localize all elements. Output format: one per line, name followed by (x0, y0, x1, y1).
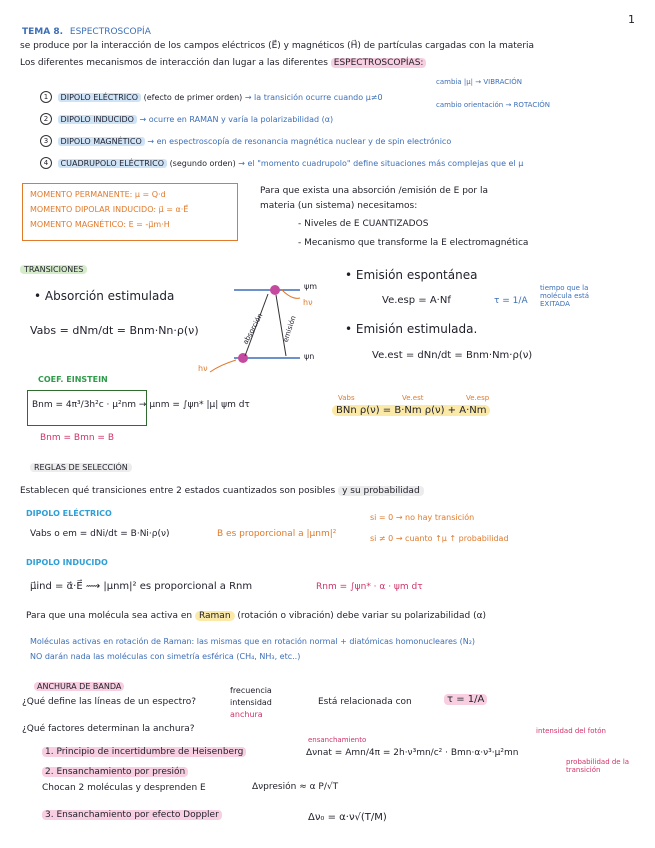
photon-out (282, 290, 300, 298)
mech-3-desc: → en espectroscopía de resonancia magnética nuclear y de spin electrónico (147, 137, 452, 146)
sum-label-vabs: Vabs (338, 394, 355, 402)
dipolo-inducido-heading: DIPOLO INDUCIDO (26, 558, 108, 567)
anchura-tau (444, 694, 487, 706)
page-number: 1 (628, 13, 635, 26)
anchura-q1: ¿Qué define las líneas de un espectro? (22, 697, 196, 707)
bnm-formula: Bnm = 4π³/3h²c · μ²nm → μnm = ∫ψn* |μ| ψm dτ (32, 400, 250, 410)
transiciones-heading-text: TRANSICIONES (20, 265, 87, 274)
anchura-heading-text: ANCHURA DE BANDA (34, 682, 124, 691)
factor-3-text: 3. Ensanchamiento por efecto Doppler (42, 810, 222, 820)
reglas-desc-b: y su probabilidad (338, 486, 424, 496)
mech-1-desc: → la transición ocurre cuando μ≠0 (244, 93, 383, 102)
bnm-equality: Bnm = Bmn = B (40, 433, 114, 443)
sum-formula (332, 405, 490, 417)
title-text: ESPECTROSCOPÍA (69, 27, 151, 37)
raman-active: Moléculas activas en rotación de Raman: las mismas que en rotación normal + diatómicas homonucleares (N₂) (30, 637, 476, 646)
si-no-cero: si ≠ 0 → cuanto ↑μ ↑ probabilidad (370, 534, 509, 543)
raman-inactive: NO darán nada las moléculas con simetría esférica (CH₄, NH₃, etc..) (30, 652, 301, 661)
tau-formula: τ = 1/A (494, 296, 528, 306)
mech-4-num: 4 (40, 157, 52, 169)
absorcion-title: • Absorción estimulada (34, 289, 175, 303)
raman-rule-a: Para que una molécula sea activa en (26, 611, 193, 621)
psi-m: ψm (304, 282, 318, 291)
intro-line-1: se produce por la interacción de los campos eléctricos (E⃗) y magnéticos (H⃗) de partículas cargadas con la materia (20, 41, 535, 51)
moment-induced: MOMENTO DIPOLAR INDUCIDO: μ⃗ = α·E⃗ (30, 205, 189, 214)
reglas-heading (30, 463, 132, 472)
sum-label-vest: Ve.est (402, 394, 424, 402)
factor-3 (42, 810, 222, 820)
delta-nat-formula: Δνnat = Amn/4π = 2h·ν³mn/c² · Bmn·α·ν³·μ²mn (306, 748, 519, 758)
abs-label: absorción (241, 312, 265, 346)
factor-2-desc: Chocan 2 moléculas y desprenden E (42, 783, 206, 793)
upper-particle (270, 285, 280, 295)
mech-2-name: DIPOLO INDUCIDO (58, 115, 137, 124)
mech-2-num: 2 (40, 113, 52, 125)
delta-doppler-formula: Δν₀ = α·ν√(T/M) (308, 812, 387, 823)
mech-1-note: (efecto de primer orden) (143, 93, 243, 102)
anchura-rel: Está relacionada con (318, 697, 412, 707)
rnm-formula: Rnm = ∫ψn* · α · ψm dτ (316, 582, 423, 592)
opt-intensidad: intensidad (230, 698, 272, 707)
anchura-q2: ¿Qué factores determinan la anchura? (22, 724, 195, 734)
mech-4-desc: → el "momento cuadrupolo" define situaciones más complejas que el μ (238, 159, 524, 168)
psi-n: ψn (304, 352, 315, 361)
anchura-heading (34, 682, 124, 691)
tau-note: tiempo que la molécula está EXITADA (540, 284, 590, 309)
hv-out: hν (303, 298, 313, 307)
vabs-formula: Vabs = dNm/dt = Bnm·Nn·ρ(ν) (30, 324, 199, 337)
reglas-desc (20, 486, 424, 496)
espectroscopias-label: ESPECTROSCOPÍAS: (331, 58, 427, 68)
estimulada-title: • Emisión estimulada. (345, 322, 478, 336)
raman-rule-b: Raman (195, 611, 235, 621)
intro-line-2a: Los diferentes mecanismos de interacción dan lugar a las diferentes (20, 58, 328, 68)
absorption-item-1: - Niveles de E CUANTIZADOS (298, 219, 429, 229)
mech-1-num: 1 (40, 91, 52, 103)
factor-1 (42, 747, 246, 757)
emission-arrow (276, 295, 286, 356)
dipolo-electrico-heading: DIPOLO ELÉCTRICO (26, 509, 112, 518)
vest-formula: Ve.est = dNn/dt = Bnm·Nm·ρ(ν) (372, 350, 533, 361)
vesp-formula: Ve.esp = A·Nf (382, 295, 451, 306)
mu-ind-formula: μ⃗ind = α⃗·E⃗ ⟿ |μnm|² es proporcional a Rnm (30, 581, 253, 592)
branch-vibracion: cambia |μ| → VIBRACIÓN (436, 78, 522, 86)
raman-rule (26, 611, 486, 621)
mech-4-name: CUADRUPOLO ELÉCTRICO (58, 159, 167, 168)
reglas-desc-a: Establecen qué transiciones entre 2 estados cuantizados son posibles (20, 486, 336, 496)
factor-1-text: 1. Principio de incertidumbre de Heisenberg (42, 747, 246, 757)
opt-anchura: anchura (230, 710, 263, 719)
coef-einstein: COEF. EINSTEIN (38, 375, 108, 384)
hv-in: hν (198, 364, 208, 373)
raman-rule-c: (rotación o vibración) debe variar su polarizabilidad (α) (237, 611, 487, 621)
em-label: emisión (281, 314, 298, 344)
factor-2 (42, 767, 188, 777)
delta-presion-formula: Δνpresión ≈ α P/√T (252, 782, 339, 792)
prob-note: probabilidad de la transición (566, 758, 630, 775)
anchura-tau-text: τ = 1/A (444, 694, 487, 705)
photon-in (210, 360, 236, 372)
sum-label-vesp: Ve.esp (466, 394, 490, 402)
mech-4-note: (segundo orden) (169, 159, 236, 168)
moment-magnetic: MOMENTO MAGNÉTICO: E = -μ⃗m·H (30, 220, 170, 229)
si-cero: si = 0 → no hay transición (370, 513, 475, 522)
mech-3-num: 3 (40, 135, 52, 147)
sum-formula-text: BNn ρ(ν) = B·Nm ρ(ν) + A·Nm (332, 405, 490, 416)
factor-2-text: 2. Ensanchamiento por presión (42, 767, 188, 777)
reglas-heading-text: REGLAS DE SELECCIÓN (30, 463, 132, 472)
espontanea-title: • Emisión espontánea (345, 268, 478, 282)
b-proportional: B es proporcional a |μnm|² (217, 529, 337, 539)
ensanchamiento-label: ensanchamiento (308, 736, 367, 744)
opt-frecuencia: frecuencia (230, 686, 272, 695)
title-label: TEMA 8. (22, 27, 64, 37)
moment-permanent: MOMENTO PERMANENTE: μ = Q·d (30, 190, 166, 199)
absorption-item-2: - Mecanismo que transforme la E electromagnética (298, 238, 529, 248)
vabs-em-formula: Vabs o em = dNi/dt = B·Ni·ρ(ν) (30, 529, 170, 539)
mech-3-name: DIPOLO MAGNÉTICO (58, 137, 145, 146)
mech-2-desc: → ocurre en RAMAN y varía la polarizabilidad (α) (139, 115, 334, 124)
absorption-note-1: Para que exista una absorción /emisión de E por la (260, 186, 489, 196)
absorption-note-2: materia (un sistema) necesitamos: (260, 201, 418, 211)
mech-1-name: DIPOLO ELÉCTRICO (58, 93, 142, 102)
foton-note: intensidad del fotón (536, 727, 606, 735)
branch-rotacion: cambio orientación → ROTACIÓN (436, 101, 551, 109)
lower-particle (238, 353, 248, 363)
